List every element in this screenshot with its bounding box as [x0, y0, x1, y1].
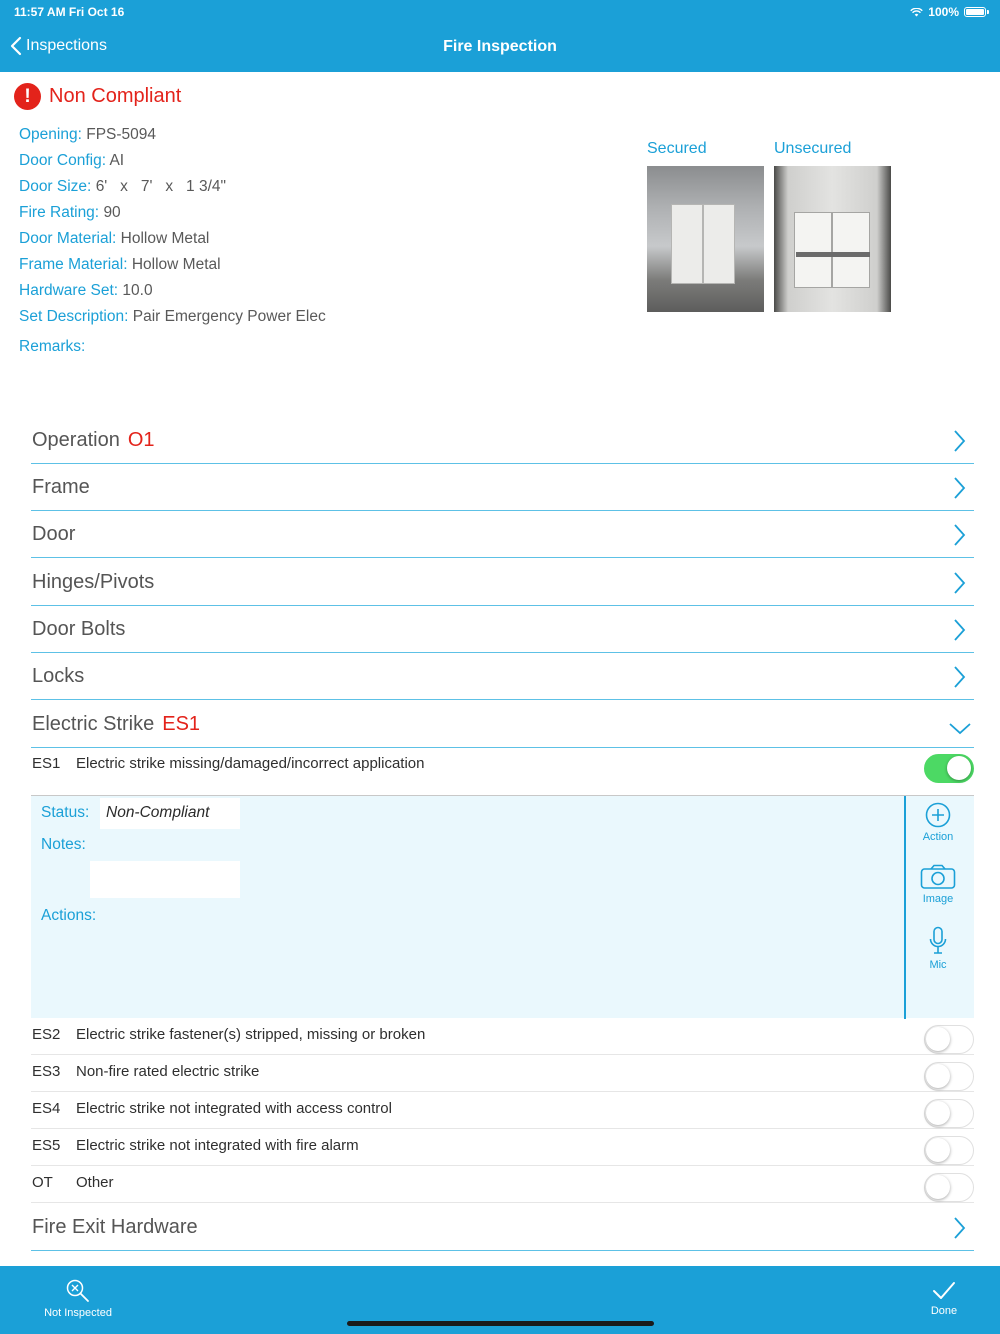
- info-fire-rating: [19, 203, 326, 229]
- item-toggle[interactable]: [924, 754, 974, 783]
- section-label: Locks: [32, 665, 85, 687]
- info-value: 90: [103, 204, 121, 221]
- info-value: 6' x 7' x 1 3/4": [95, 178, 226, 195]
- panic-bar-graphic: [796, 252, 870, 257]
- info-label: Door Config:: [19, 152, 107, 169]
- page-title: Fire Inspection: [443, 38, 557, 55]
- section-title: [32, 523, 75, 546]
- item-text: Electric strike not integrated with access control: [76, 1100, 392, 1117]
- section-title: [32, 476, 90, 499]
- back-label: Inspections: [26, 37, 107, 54]
- info-door-config: [19, 151, 326, 177]
- section-title: [32, 665, 84, 688]
- chevron-right-icon: [952, 523, 966, 547]
- list-item-es1[interactable]: [31, 749, 974, 795]
- home-indicator[interactable]: [347, 1321, 654, 1326]
- section-label: Fire Exit Hardware: [32, 1216, 198, 1238]
- info-label: Door Material:: [19, 230, 117, 247]
- battery-percent: 100%: [928, 5, 959, 19]
- info-set-description: [19, 307, 326, 333]
- secured-photo[interactable]: [647, 166, 764, 312]
- door-graphic: [832, 212, 870, 288]
- info-value: Hollow Metal: [131, 256, 221, 273]
- info-value: AI: [109, 152, 125, 169]
- list-item-es5[interactable]: [31, 1129, 974, 1166]
- chevron-right-icon: [952, 665, 966, 689]
- photo-gallery: [647, 140, 891, 312]
- info-label: Door Size:: [19, 178, 92, 195]
- item-code: ES1: [32, 755, 61, 772]
- info-label: Frame Material:: [19, 256, 128, 273]
- battery-icon: [964, 7, 986, 17]
- action-label: Action: [922, 831, 954, 843]
- info-label: Hardware Set:: [19, 282, 119, 299]
- section-frame[interactable]: [31, 464, 974, 511]
- item-toggle[interactable]: [924, 1062, 974, 1091]
- section-label: Operation: [32, 429, 120, 451]
- toggle-knob: [926, 1138, 950, 1162]
- section-door[interactable]: [31, 511, 974, 558]
- list-item-other[interactable]: [31, 1166, 974, 1203]
- compliance-status: [14, 83, 181, 110]
- info-door-material: [19, 229, 326, 255]
- item-text: Non-fire rated electric strike: [76, 1063, 260, 1080]
- section-title: [32, 571, 154, 594]
- toggle-knob: [947, 756, 971, 780]
- status-label: Status:: [41, 804, 90, 821]
- section-title: [32, 1216, 198, 1239]
- section-label: Electric Strike: [32, 713, 155, 735]
- section-operation[interactable]: [31, 417, 974, 464]
- bottom-toolbar: [0, 1266, 1000, 1334]
- secured-photo-column: [647, 140, 764, 312]
- section-fire-exit-hardware[interactable]: [31, 1204, 974, 1251]
- section-hinges-pivots[interactable]: [31, 559, 974, 606]
- info-value: Pair Emergency Power Elec: [132, 308, 326, 325]
- toggle-knob: [926, 1175, 950, 1199]
- toggle-knob: [926, 1101, 950, 1125]
- chevron-right-icon: [952, 429, 966, 453]
- door-graphic: [794, 212, 832, 288]
- top-bar: [0, 0, 1000, 72]
- info-label: Fire Rating:: [19, 204, 100, 221]
- image-label: Image: [922, 893, 954, 905]
- status-field[interactable]: Non-Compliant: [100, 798, 240, 829]
- item-toggle[interactable]: [924, 1099, 974, 1128]
- done-button[interactable]: [924, 1280, 964, 1317]
- not-inspected-button[interactable]: [38, 1278, 118, 1319]
- add-image-button[interactable]: [906, 864, 970, 905]
- microphone-icon: [928, 926, 948, 956]
- section-title: [32, 713, 200, 736]
- item-detail-panel: [31, 795, 974, 1018]
- search-x-icon: [65, 1278, 91, 1304]
- remarks-label: Remarks:: [19, 338, 86, 355]
- unsecured-photo-column: [774, 140, 891, 312]
- item-toggle[interactable]: [924, 1025, 974, 1054]
- info-value: FPS-5094: [86, 126, 157, 143]
- done-label: Done: [930, 1305, 958, 1317]
- notes-label: Notes:: [41, 836, 86, 853]
- chevron-down-icon: [948, 721, 972, 735]
- section-label: Hinges/Pivots: [32, 571, 155, 593]
- not-inspected-label: Not Inspected: [44, 1307, 112, 1319]
- info-hardware-set: [19, 281, 326, 307]
- section-label: Door Bolts: [32, 618, 126, 640]
- item-text: Other: [76, 1174, 114, 1191]
- list-item-es4[interactable]: [31, 1092, 974, 1129]
- toggle-knob: [926, 1064, 950, 1088]
- notes-field[interactable]: [90, 861, 240, 898]
- item-code: ES2: [32, 1026, 61, 1043]
- item-code: ES5: [32, 1137, 61, 1154]
- info-opening: [19, 125, 326, 151]
- unsecured-photo[interactable]: [774, 166, 891, 312]
- item-code: OT: [32, 1174, 53, 1191]
- toggle-knob: [926, 1027, 950, 1051]
- section-locks[interactable]: [31, 653, 974, 700]
- status-time: 11:57 AM Fri Oct 16: [14, 5, 125, 19]
- actions-label: Actions:: [41, 907, 97, 924]
- section-title: [32, 429, 155, 452]
- door-graphic: [703, 204, 735, 284]
- checkmark-icon: [931, 1280, 957, 1302]
- opening-info: [19, 125, 326, 333]
- section-door-bolts[interactable]: [31, 606, 974, 653]
- compliance-label: Non Compliant: [49, 85, 182, 107]
- section-code: ES1: [162, 713, 201, 735]
- section-code: O1: [127, 429, 155, 451]
- item-text: Electric strike not integrated with fire alarm: [76, 1137, 359, 1154]
- info-value: 10.0: [122, 282, 153, 299]
- add-action-button[interactable]: [906, 802, 970, 843]
- chevron-right-icon: [952, 618, 966, 642]
- info-label: Set Description:: [19, 308, 129, 325]
- section-title: [32, 618, 125, 641]
- item-text: Electric strike missing/damaged/incorrect application: [76, 755, 425, 772]
- item-toggle[interactable]: [924, 1173, 974, 1202]
- list-item-es2[interactable]: [31, 1018, 974, 1055]
- wifi-icon: [910, 8, 923, 17]
- secured-caption: Secured: [647, 140, 707, 157]
- mic-label: Mic: [929, 959, 947, 971]
- status-indicators: [910, 5, 986, 19]
- list-item-es3[interactable]: [31, 1055, 974, 1092]
- section-label: Door: [32, 523, 76, 545]
- chevron-right-icon: [952, 476, 966, 500]
- item-code: ES4: [32, 1100, 61, 1117]
- info-label: Opening:: [19, 126, 82, 143]
- item-code: ES3: [32, 1063, 61, 1080]
- alert-icon: !: [14, 83, 41, 110]
- plus-circle-icon: [925, 802, 951, 828]
- door-graphic: [671, 204, 703, 284]
- info-frame-material: [19, 255, 326, 281]
- info-door-size: [19, 177, 326, 203]
- item-toggle[interactable]: [924, 1136, 974, 1165]
- item-text: Electric strike fastener(s) stripped, missing or broken: [76, 1026, 426, 1043]
- chevron-right-icon: [952, 571, 966, 595]
- unsecured-caption: Unsecured: [774, 140, 852, 157]
- info-value: Hollow Metal: [120, 230, 210, 247]
- section-electric-strike[interactable]: [31, 701, 974, 748]
- camera-icon: [920, 864, 956, 890]
- chevron-right-icon: [952, 1216, 966, 1240]
- record-audio-button[interactable]: [906, 926, 970, 971]
- section-label: Frame: [32, 476, 90, 498]
